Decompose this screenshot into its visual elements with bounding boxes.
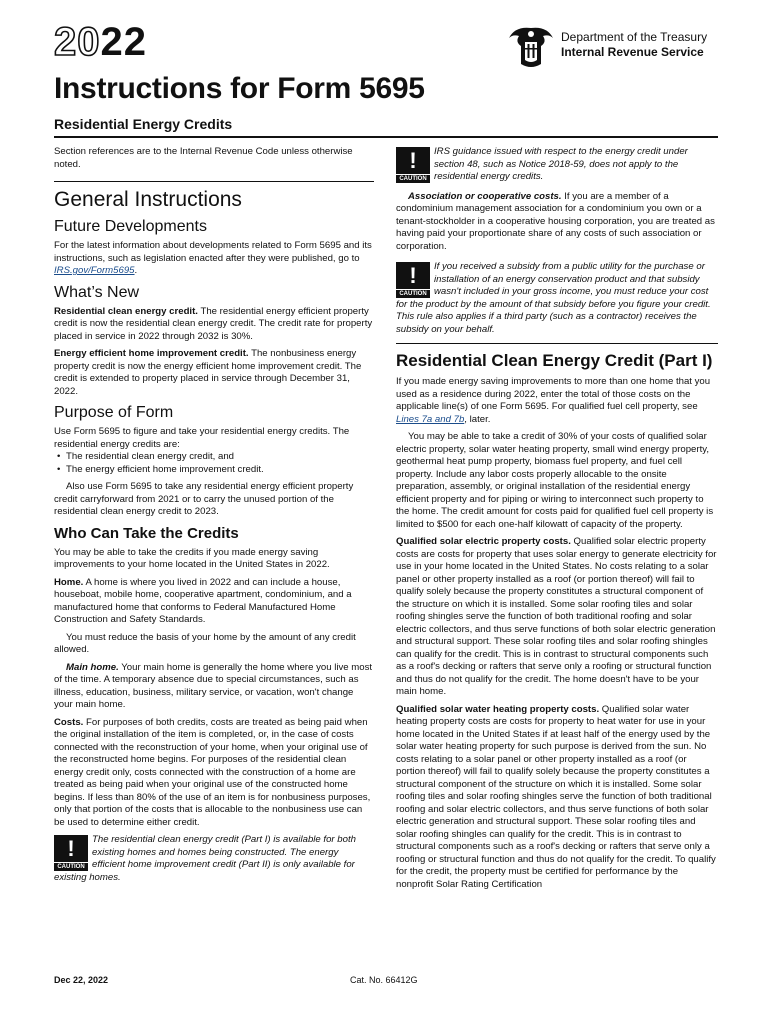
who-can-take-heading: Who Can Take the Credits — [54, 524, 239, 542]
footer-cat-number: Cat. No. 66412G — [350, 975, 418, 985]
left-column — [54, 146, 374, 891]
department-block — [561, 30, 707, 60]
caution-icon: ! CAUTION — [396, 262, 430, 298]
whats-new-item: Energy efficient home improvement credit. The nonbusiness energy property credit is now the energy efficient home improvement credit. The credit is extended to property placed in service through December 31, 2022. — [54, 348, 362, 397]
future-developments-heading: Future Developments — [54, 218, 207, 235]
header-rule — [54, 136, 718, 138]
rce-paragraph: You may be able to take a credit of 30% of your costs of qualified solar electric property, solar water heating property, small wind energy property, geothermal heat pump property, biomass fuel property, and fuel cell property. Include any labor costs properly allocable to the onsite preparation, assembly, or original installation of the residential energy efficient property and for piping or wiring to interconnect such property to the home. The credit amount for costs paid for qualified fuel cell property is limited to $500 for each one-half kilowatt of capacity of the property. — [396, 431, 714, 530]
list-item: • The residential clean energy credit, and — [54, 451, 374, 464]
page-title: Instructions for Form 5695 — [54, 72, 425, 105]
solar-electric-paragraph: Qualified solar electric property costs. Qualified solar electric property costs are costs for property that uses solar energy to generate electricity for use in your home located in the United States. No costs relating to a solar panel or other property installed as a roof (or portion thereof) will fail to qualify solely because the property constitutes a structural component of the structure on which it is installed. Some solar roofing tiles and solar roofing shingles serve the function of both traditional roofing and solar electric collectors, and thus serve functions of both solar electric generation and structural support. These solar roofing tiles and solar roofing shingles can qualify for the credit. This is in contrast to structural components such as a roof's decking or rafters that serve only a roofing or structural function and thus do not qualify for the credit. The home doesn't have to be your main home. — [396, 536, 717, 697]
general-instructions-heading: General Instructions — [54, 181, 374, 212]
purpose-heading: Purpose of Form — [54, 404, 174, 421]
costs-paragraph: Costs. For purposes of both credits, costs are treated as being paid when the original installation of the item is completed, or, in the case of costs connected with the reconstruction of your home, when your original use of the reconstructed home begins. For purposes of the residential clean energy credit only, costs connected with the construction of a home are treated as being paid when your original use of the constructed home begins. If less than 80% of the use of an item is for nonbusiness purposes, only that portion of the costs that is allocable to the nonbusiness use can be used to determine either credit. — [54, 716, 371, 828]
caution-text: If you received a subsidy from a public utility for the purchase or installation of an energy conservation product and that subsidy wasn't included in your gross income, you must reduce your cost for the product by the amount of that subsidy before you figure your credit. This rule also applies if a third party (such as a contractor) receives the subsidy on your behalf. — [396, 261, 711, 335]
right-column — [396, 146, 718, 896]
whats-new-item: Residential clean energy credit. The residential energy efficient property credit is now the residential clean energy credit. The credit rate for property placed in service in 2022 through 2032 is 30%. — [54, 305, 373, 342]
main-home-paragraph: Main home. Your main home is generally the home where you live most of the time. A temporary absence due to special circumstances, such as illness, education, business, military service, or vacation, won't change your main home. — [54, 661, 373, 710]
residential-clean-energy-heading: Residential Clean Energy Credit (Part I) — [396, 343, 718, 371]
treasury-eagle-icon — [505, 24, 557, 70]
department-name: Department of the Treasury — [561, 30, 708, 44]
tax-year-solid: 22 — [100, 20, 147, 64]
lines-7a-7b-link[interactable]: Lines 7a and 7b — [396, 413, 465, 425]
caution-icon: ! CAUTION — [54, 835, 88, 871]
purpose-text: Use Form 5695 to figure and take your residential energy credits. The residential energy credits are: — [54, 426, 350, 450]
caution-note — [396, 146, 718, 184]
basis-paragraph: You must reduce the basis of your home by the amount of any credit allowed. — [54, 631, 356, 655]
association-paragraph: Association or cooperative costs. If you are a member of a condominium management association for a condominium you own or a tenant-stockholder in a cooperative housing corporation, you are treated as having paid your proportionate share of any costs of such association or corporation. — [396, 190, 715, 252]
purpose-also-text: Also use Form 5695 to take any residential energy efficient property credit carryforward from 2021 or to carry the unused portion of the residential clean energy credit to 2023. — [54, 481, 354, 517]
caution-note — [396, 261, 718, 336]
rce-intro: If you made energy saving improvements to more than one home that you used as a residence during 2022, enter the total of those costs on the applicable line(s) of one Form 5695. For qualified fuel cell property, see Lines 7a and 7b, later. — [396, 376, 711, 425]
intro-text: Section references are to the Internal Revenue Code unless otherwise noted. — [54, 146, 353, 170]
list-item: • The energy efficient home improvement credit. — [54, 464, 374, 477]
page-subtitle: Residential Energy Credits — [54, 116, 233, 132]
agency-name: Internal Revenue Service — [561, 45, 704, 59]
irs-form5695-link[interactable]: IRS.gov/Form5695 — [54, 265, 135, 276]
solar-water-paragraph: Qualified solar water heating property costs. Qualified solar water heating property costs are costs for property to heat water for use in your home located in the United States if at least half of the energy used by the solar water heating property for such purpose is derived from the sun. No costs relating to a solar panel or other property installed as a roof (or portion thereof) will fail to qualify solely because the property constitutes a structural component of the structure on which it is installed. Some solar roofing tiles and solar roofing shingles serve the function of both traditional roofing and solar electric collectors, and thus serve functions of both solar electric generation and structural support. These solar roofing tiles and solar roofing shingles can qualify for the credit. This is in contrast to structural components such as a roof's decking or rafters that serve only a roofing or structural function and thus do not qualify for the credit. To qualify for the credit, the property must be certified for performance by the nonprofit Solar Rating Certification — [396, 703, 716, 890]
whats-new-heading: What’s New — [54, 283, 140, 301]
tax-year-outline: 20 — [54, 20, 101, 64]
caution-note — [54, 834, 374, 884]
caution-text: The residential clean energy credit (Part I) is available for both existing homes and homes being constructed. The energy efficient home improvement credit (Part II) is only available for existing homes. — [54, 834, 356, 883]
who-text: You may be able to take the credits if you made energy saving improvements to your home located in the United States in 2022. — [54, 546, 330, 570]
treasury-header — [505, 24, 725, 70]
caution-icon: ! CAUTION — [396, 147, 430, 183]
tax-year — [54, 22, 147, 62]
caution-text: IRS guidance issued with respect to the energy credit under section 48, such as Notice 2018-59, does not apply to the residential energy credits. — [434, 146, 688, 182]
purpose-list — [54, 451, 374, 476]
future-developments-text: For the latest information about developments related to Form 5695 and its instructions, such as legislation enacted after they were published, go to IRS.gov/Form5695. — [54, 240, 372, 276]
footer-date: Dec 22, 2022 — [54, 975, 109, 985]
home-paragraph: Home. A home is where you lived in 2022 and can include a house, houseboat, mobile home, cooperative apartment, condominium, and a manufactured home that conforms to Federal Manufactured Home Construction and Safety Standards. — [54, 576, 352, 625]
